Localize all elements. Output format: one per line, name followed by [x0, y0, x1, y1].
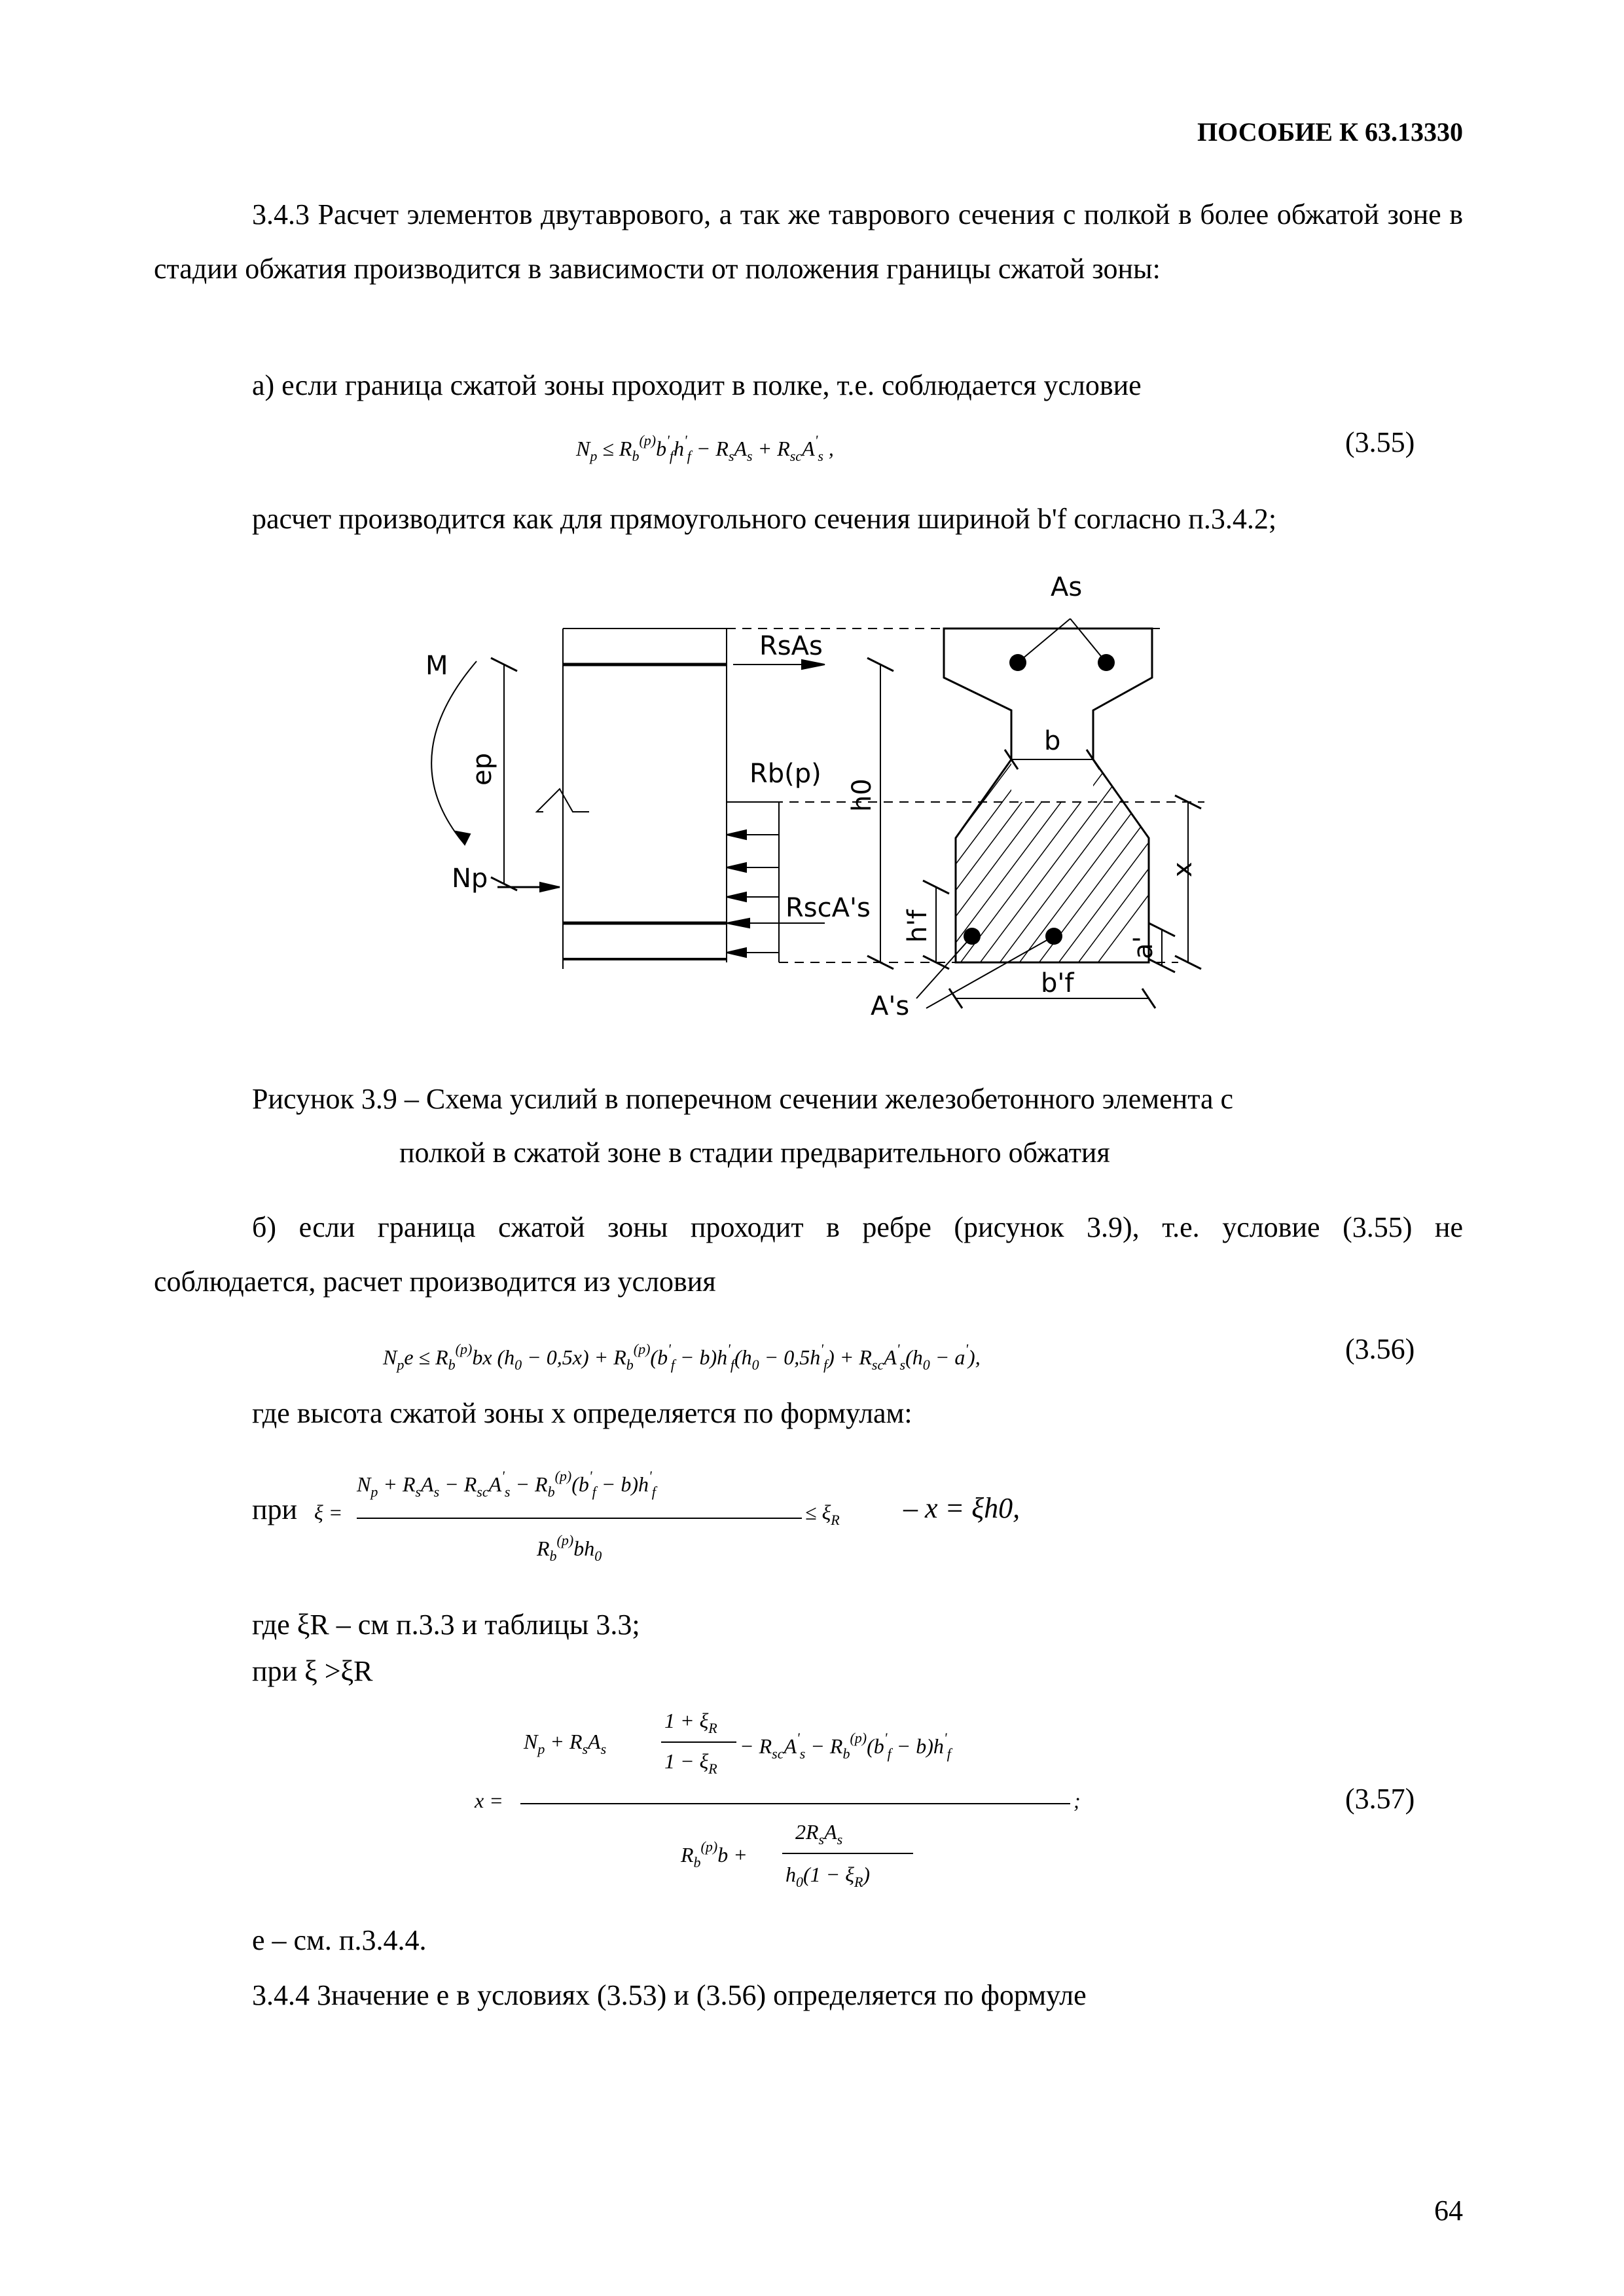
document-header: ПОСОБИЕ К 63.13330 — [1197, 117, 1463, 147]
label-hf: h'f — [903, 909, 933, 943]
after-3-55-text: расчет производится как для прямоугольного сечения шириной b'f согласно п.3.4.2; — [252, 503, 1277, 535]
x-den-frac-bottom: $h_0(1 - \xi_R)$ — [785, 1863, 871, 1890]
rebar-bottom-left — [964, 928, 981, 945]
x-den-frac-top: $2R_sA_s$ — [795, 1820, 843, 1848]
case-b-line-1: б) если граница сжатой зоны проходит в ребре (рисунок 3.9), т.е. условие (3.55) не — [252, 1211, 1463, 1243]
figure-caption-line-2: полкой в сжатой зоне в стадии предварительного обжатия — [399, 1137, 1110, 1169]
i-section-outline — [944, 629, 1152, 962]
x-inner-fraction-line — [661, 1741, 736, 1743]
x-num-frac-bottom: $1 - \xi_R$ — [664, 1749, 717, 1777]
page-number: 64 — [1434, 2195, 1463, 2227]
label-rsas: RsAs — [759, 631, 823, 661]
label-as-top: As — [1051, 572, 1083, 602]
label-bf: b'f — [1041, 968, 1074, 998]
rebar-bottom-right — [1045, 928, 1062, 945]
equation-number-3-57: (3.57) — [1345, 1783, 1415, 1815]
case-a-text: а) если граница сжатой зоны проходит в полке, т.е. соблюдается условие — [252, 369, 1142, 401]
figure-3-9 — [393, 563, 1204, 1034]
x-fraction-line — [520, 1803, 1070, 1804]
label-np: Np — [452, 864, 488, 894]
xi-numerator: $N_p + R_sA_s - R_{sc}A'_s - R_b^{(p)}(b'_f - b)h'_f$ — [357, 1468, 656, 1500]
label-rbp: Rb(p) — [749, 759, 821, 789]
label-x: x — [1168, 862, 1198, 877]
moment-arc — [431, 661, 477, 845]
formula-3-55: $N_p \le R_b^{(p)}b'_fh'_f - R_sA_s + R_{sc}A'_s$ , — [576, 432, 834, 464]
figure-caption-line-1: Рисунок 3.9 – Схема усилий в поперечном сечении железобетонного элемента с — [252, 1083, 1234, 1115]
label-m: M — [425, 651, 448, 681]
xi-result: – x = ξh0, — [903, 1492, 1020, 1524]
rebar-top-right — [1098, 654, 1115, 671]
xi-le: ≤ $\xi_R$ — [805, 1501, 840, 1528]
x-den-fraction-line — [782, 1853, 913, 1854]
equation-number-3-55: (3.55) — [1345, 426, 1415, 458]
label-h0: h0 — [847, 778, 877, 812]
xi-symbol: ξ = — [314, 1501, 343, 1524]
label-as-bottom: A's — [871, 991, 910, 1021]
equation-number-3-56: (3.56) — [1345, 1333, 1415, 1365]
rebar-top-left — [1009, 654, 1026, 671]
section-343-paragraph: 3.4.3 Расчет элементов двутаврового, а так же таврового сечения с полкой в более обжатой зоне в стадии обжатия производится в зависимости от положения границы сжатой зоны: — [154, 198, 1463, 285]
when-label: при — [252, 1493, 298, 1525]
when-greater-text: при ξ >ξR — [252, 1655, 373, 1687]
e-reference: e – см. п.3.4.4. — [252, 1924, 427, 1956]
paragraph-344: 3.4.4 Значение e в условиях (3.53) и (3.56) определяется по формуле — [252, 1979, 1087, 2011]
x-semicolon: ; — [1074, 1789, 1081, 1812]
case-b-line-2: соблюдается, расчет производится из условия — [154, 1266, 716, 1298]
x-num-frac-top: $1 + \xi_R$ — [664, 1709, 717, 1736]
x-numerator: $N_p + R_sA_s$ — [524, 1730, 607, 1757]
formula-3-56: $N_pe \le R_b^{(p)}bx$ $(h_0 - 0,5x) + R_b^{(p)}(b'_f - b)h'_f(h_0 - 0,5h'_f) + R_{sc}A'_s(h_0 - a')$, — [383, 1341, 981, 1373]
xi-denominator: $R_b^{(p)}bh_0$ — [537, 1532, 602, 1564]
x-denominator-a: $R_b^{(p)}b$ + — [681, 1838, 748, 1870]
label-ep: ep — [467, 753, 497, 786]
label-a: a' — [1128, 936, 1159, 959]
xi-fraction-line — [357, 1518, 802, 1519]
x-numerator-rest: − $R_{sc}A'_s - R_b^{(p)}(b'_f - b)h'_f$ — [740, 1730, 951, 1762]
x-definition-text: где высота сжатой зоны x определяется по формулам: — [252, 1397, 912, 1429]
x-symbol: x = — [475, 1789, 503, 1812]
xiR-reference: где ξR – см п.3.3 и таблицы 3.3; — [252, 1609, 640, 1641]
label-b: b — [1044, 726, 1061, 756]
label-rscas: RscA's — [785, 893, 871, 923]
